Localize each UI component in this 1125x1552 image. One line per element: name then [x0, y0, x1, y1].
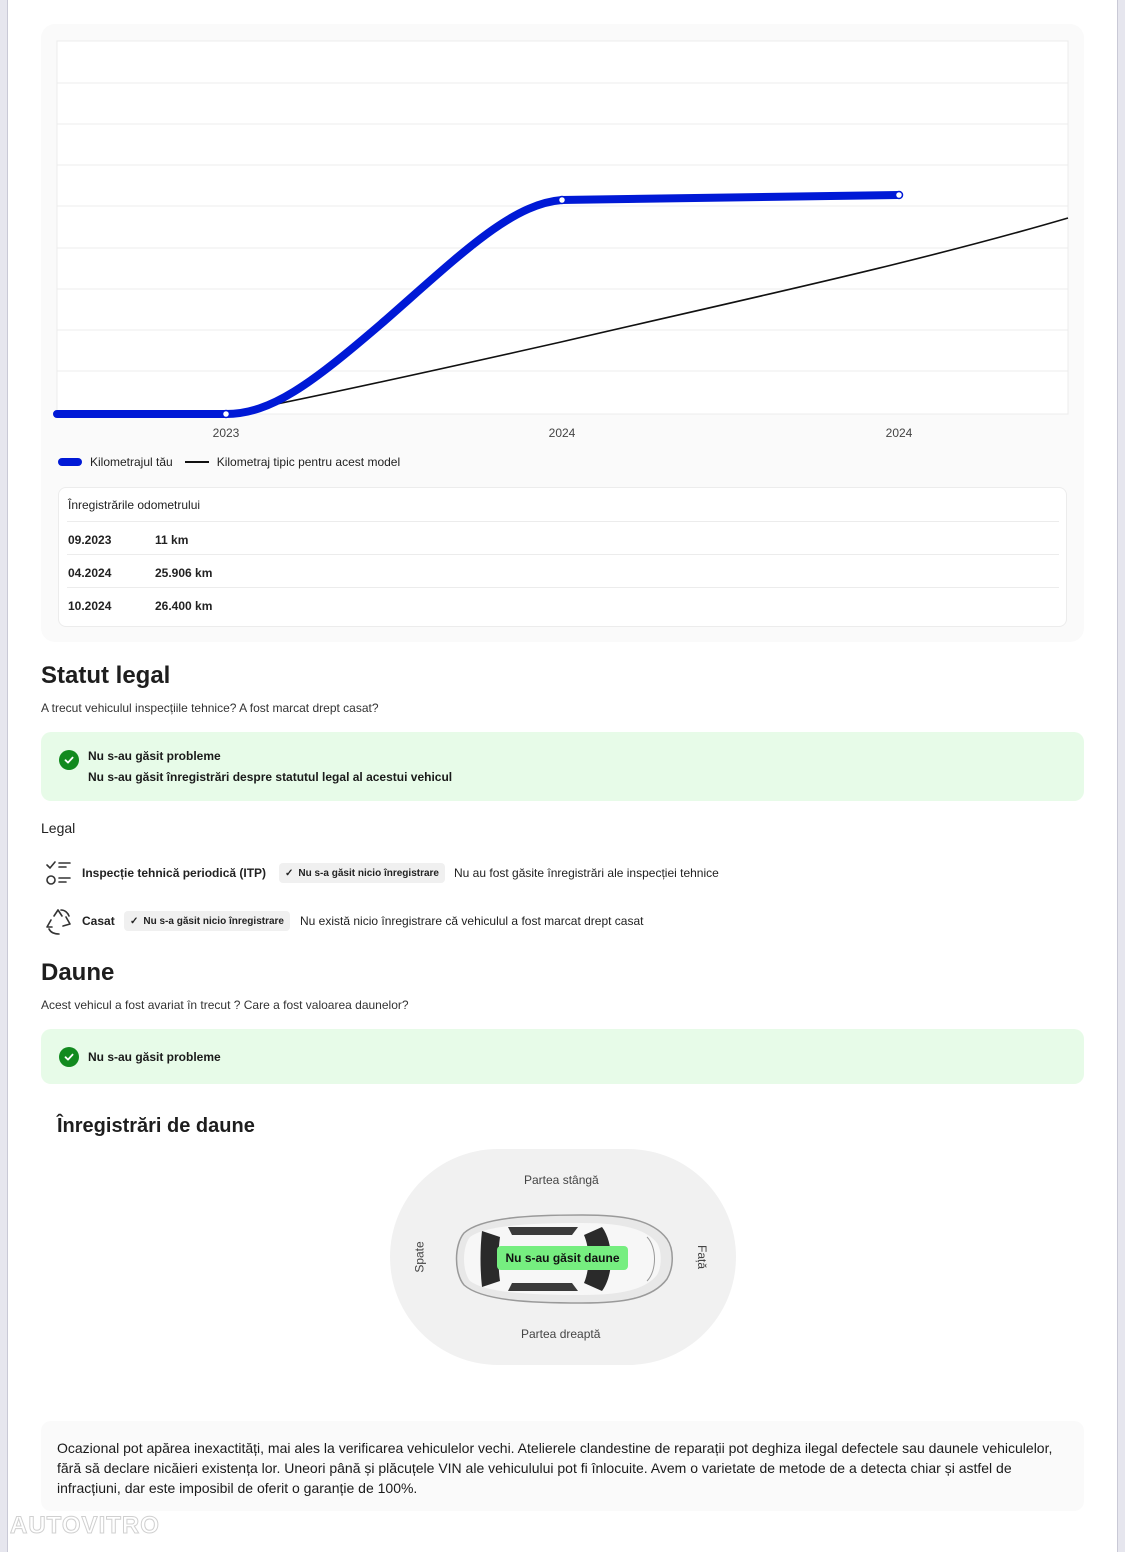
damage-status-box [41, 1029, 1084, 1084]
odometer-date: 04.2024 [68, 566, 112, 580]
odometer-date: 09.2023 [68, 533, 112, 547]
damage-title: Daune [41, 959, 115, 986]
check-circle-icon [59, 1047, 79, 1067]
checklist-icon [44, 859, 74, 889]
x-tick-label: 2024 [548, 426, 576, 440]
legal-status-title: Statut legal [41, 662, 171, 689]
damage-subtitle: Acest vehicul a fost avariat în trecut ? Care a fost valoarea daunelor? [41, 998, 409, 1012]
no-damage-badge: Nu s-au găsit daune [497, 1246, 628, 1270]
car-label-right-side: Partea dreaptă [521, 1327, 601, 1341]
casat-description: Nu există nicio înregistrare că vehiculul a fost marcat drept casat [300, 914, 644, 928]
itp-status-badge [279, 863, 445, 883]
legend-item-your-mileage[interactable] [58, 455, 173, 469]
legal-status-subtitle: A trecut vehiculul inspecțiile tehnice? A fost marcat drept casat? [41, 701, 379, 715]
table-row [67, 587, 1059, 620]
legend-swatch-blue [58, 458, 82, 466]
table-row [67, 521, 1059, 554]
disclaimer-note: Ocazional pot apărea inexactități, mai ales la verificarea vehiculelor vechi. Atelierele clandestine de reparații pot deghiza ilegal defectele sau daunele vehiculelor, fără să declare nicăieri existența lor. Uneori până și plăcuțele VIN ale vehiculului pot fi înlocuite. Avem o varietate de metode de a detecta chiar și astfel de infracțiuni, dar este imposibil de oferit o garanție de 100%. [41, 1421, 1084, 1511]
damage-status-headline: Nu s-au găsit probleme [88, 1050, 221, 1064]
damage-records-title: Înregistrări de daune [57, 1115, 255, 1137]
casat-status-badge [124, 911, 290, 931]
mileage-chart [41, 24, 1084, 454]
car-label-rear: Spate [412, 1241, 427, 1273]
legal-status-description: Nu s-au găsit înregistrări despre statutul legal al acestui vehicul [88, 770, 453, 784]
itp-description: Nu au fost găsite înregistrări ale inspecției tehnice [454, 866, 719, 880]
chart-grid [57, 41, 1068, 414]
x-tick-label: 2023 [212, 426, 240, 440]
data-point-2024-10[interactable] [896, 192, 903, 199]
watermark-logo: AUTOVITRO [10, 1512, 160, 1539]
odometer-value: 25.906 km [155, 566, 213, 580]
casat-badge-label: Nu s-a găsit nicio înregistrare [143, 915, 284, 927]
odometer-table-title: Înregistrările odometrului [68, 498, 201, 512]
itp-badge-label: Nu s-a găsit nicio înregistrare [298, 867, 439, 879]
itp-title: Inspecție tehnică periodică (ITP) [82, 866, 267, 880]
legend-item-typical-mileage[interactable] [185, 455, 400, 469]
checkmark-icon: ✓ [130, 915, 139, 927]
window-frame-right [1117, 0, 1125, 1552]
legend-label: Kilometraj tipic pentru acest model [216, 455, 401, 469]
recycle-icon [44, 907, 74, 937]
casat-title: Casat [82, 914, 115, 928]
legal-status-box [41, 732, 1084, 801]
car-label-front: Față [695, 1244, 710, 1270]
checkmark-icon: ✓ [285, 867, 294, 879]
car-label-left-side: Partea stângă [524, 1173, 599, 1187]
table-row [67, 554, 1059, 587]
x-tick-label: 2024 [885, 426, 913, 440]
legal-section-label: Legal [41, 820, 76, 836]
odometer-value: 26.400 km [155, 599, 213, 613]
legend-swatch-black [185, 461, 209, 463]
odometer-date: 10.2024 [68, 599, 112, 613]
data-point-2024-04[interactable] [559, 197, 566, 204]
data-point-2023-09[interactable] [223, 411, 230, 418]
odometer-value: 11 km [155, 533, 189, 547]
odometer-records-table [58, 487, 1067, 627]
legend-label: Kilometrajul tău [90, 455, 173, 469]
window-frame-left [0, 0, 8, 1552]
check-circle-icon [59, 750, 79, 770]
chart-legend [58, 455, 400, 469]
legal-status-headline: Nu s-au găsit probleme [88, 749, 221, 763]
